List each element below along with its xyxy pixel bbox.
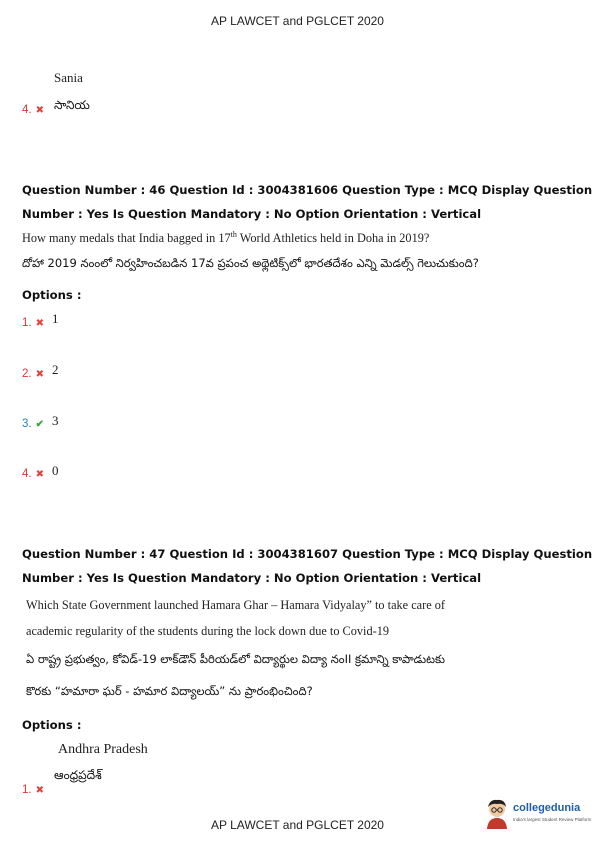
option-number-label: 4. (22, 104, 32, 116)
q46-option-2-number (22, 368, 44, 380)
q46-option-1-number (22, 317, 44, 329)
check-icon: ✔ (35, 419, 44, 430)
option-number-label: 3. (22, 418, 32, 430)
collegedunia-logo (484, 796, 592, 832)
cross-icon: ✖ (35, 369, 44, 380)
question-46-meta-line1: Question Number : 46 Question Id : 3004381606 Question Type : MCQ Display Question (22, 183, 593, 197)
q46-option-3-text: 3 (52, 413, 59, 428)
cross-icon: ✖ (35, 785, 44, 796)
question-47-options-label: Options : (22, 718, 82, 732)
logo-tagline: India's largest Student Review Platform (513, 817, 592, 822)
question-47-telugu-line2: కొరకు “హమారా ఘర్ - హమార విద్యాలయ్” ను ప్రారంభించింది? (26, 684, 313, 698)
option-number-label: 4. (22, 468, 32, 480)
question-47-telugu-line1: ఏ రాష్ట్ర ప్రభుత్వం, కోవిడ్-19 లాక్‌డౌన్ పీరియడ్‌లో విద్యార్థుల విద్యా నంII క్రమాన్ని కాపాడుటకు (26, 652, 446, 666)
question-46-text-start: How many medals that India bagged in 17 (22, 231, 231, 246)
option-number-label: 2. (22, 368, 32, 380)
cross-icon: ✖ (35, 105, 44, 116)
question-47-meta-line1: Question Number : 47 Question Id : 3004381607 Question Type : MCQ Display Question (22, 547, 593, 561)
question-47-english-line2: academic regularity of the students during the lock down due to Covid-19 (26, 624, 390, 638)
q46-option-4-number (22, 468, 44, 480)
question-47-meta-line2: Number : Yes Is Question Mandatory : No Option Orientation : Vertical (22, 571, 482, 585)
q47-option-1-number (22, 784, 44, 796)
option-number-label: 1. (22, 317, 32, 329)
page-header: AP LAWCET and PGLCET 2020 (211, 14, 384, 28)
student-mascot-icon (484, 799, 510, 829)
page-footer: AP LAWCET and PGLCET 2020 (211, 818, 384, 832)
option-number-label: 1. (22, 784, 32, 796)
question-46-options-label: Options : (22, 288, 82, 302)
q46-option-1-text: 1 (52, 311, 59, 326)
prev-option-number (22, 104, 44, 116)
q47-option-1-telugu: ఆంధ్రప్రదేశ్ (54, 768, 102, 782)
cross-icon: ✖ (35, 318, 44, 329)
prev-option-telugu: సానియ (54, 98, 90, 112)
question-46-meta-line2: Number : Yes Is Question Mandatory : No Option Orientation : Vertical (22, 207, 482, 221)
question-46-telugu: దోహా 2019 నంంలో నిర్వహించబడిన 17వ ప్రపంచ అథ్లెటిక్స్‌లో భారతదేశం ఎన్ని మెడల్స్ గెలుచుకుంది? (22, 256, 479, 270)
q46-option-4-text: 0 (52, 463, 59, 478)
q47-option-1-english: Andhra Pradesh (58, 742, 148, 757)
prev-option-english: Sania (54, 70, 83, 85)
question-47-english-line1: Which State Government launched Hamara Ghar – Hamara Vidyalay” to take care of (26, 598, 445, 612)
superscript-th: th (230, 230, 237, 239)
cross-icon: ✖ (35, 469, 44, 480)
q46-option-2-text: 2 (52, 362, 59, 377)
q46-option-3-number (22, 418, 44, 430)
question-46-english (22, 230, 429, 246)
logo-wordmark: collegedunia (513, 802, 581, 814)
question-46-text-end: World Athletics held in Doha in 2019? (236, 231, 430, 246)
